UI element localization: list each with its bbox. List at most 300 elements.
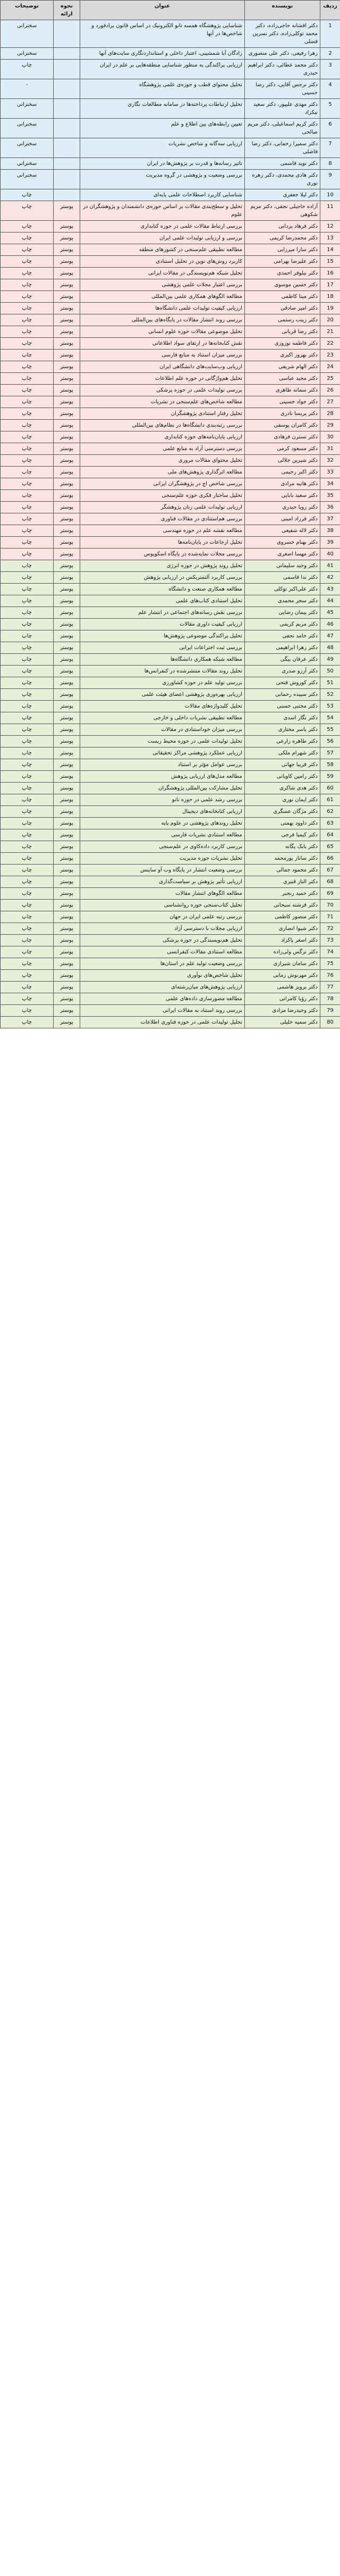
cell-notes: چاپ — [1, 478, 54, 490]
cell-notes: چاپ — [1, 361, 54, 373]
cell-title: تحلیل هم‌نویسندگی در حوزه پزشکی — [80, 935, 245, 946]
cell-notes: چاپ — [1, 221, 54, 232]
cell-authors: دکتر رویا حیدری — [245, 502, 320, 513]
cell-notes: چاپ — [1, 584, 54, 595]
cell-notes: سخنرانی — [1, 119, 54, 138]
table-row — [1, 189, 340, 201]
cell-authors: دکتر پرویز هاشمی — [245, 982, 320, 993]
table-row — [1, 689, 340, 701]
table-row — [1, 79, 340, 99]
cell-notes: چاپ — [1, 677, 54, 689]
cell-presentation-type: پوستر — [54, 595, 80, 607]
cell-title: تحلیل استنادی کتاب‌های علمی — [80, 595, 245, 607]
table-row — [1, 654, 340, 666]
papers-table — [0, 0, 340, 1028]
cell-presentation-type: پوستر — [54, 279, 80, 291]
cell-title: تحلیل روند پژوهش در حوزه انرژی — [80, 560, 245, 572]
table-row — [1, 560, 340, 572]
table-row — [1, 221, 340, 232]
header-title: عنوان — [80, 1, 245, 20]
cell-authors: دکتر نرجس آقایی، دکتر رضا حسینی — [245, 79, 320, 99]
cell-presentation-type — [54, 48, 80, 60]
cell-row-number: 76 — [320, 970, 340, 982]
table-row — [1, 888, 340, 900]
cell-authors: دکتر حمید رنجبر — [245, 888, 320, 900]
cell-authors: دکتر مسعود کرمی — [245, 443, 320, 455]
cell-presentation-type — [54, 189, 80, 201]
cell-presentation-type: پوستر — [54, 537, 80, 549]
cell-title: تعیین رابطه‌های بین اطلاع و علم — [80, 119, 245, 138]
table-row — [1, 513, 340, 525]
cell-authors: دکتر عرفان بیگی — [245, 654, 320, 666]
cell-row-number: 52 — [320, 689, 340, 701]
cell-notes: چاپ — [1, 911, 54, 923]
cell-authors: دکتر کوروش فتحی — [245, 677, 320, 689]
cell-presentation-type: پوستر — [54, 724, 80, 736]
table-row — [1, 1005, 340, 1017]
cell-title: مطالعه استنادی نشریات فارسی — [80, 829, 245, 841]
cell-title: بررسی نقش رسانه‌های اجتماعی در انتشار علم — [80, 607, 245, 619]
cell-presentation-type: پوستر — [54, 654, 80, 666]
cell-row-number: 44 — [320, 595, 340, 607]
cell-presentation-type: پوستر — [54, 642, 80, 654]
cell-title: تحلیل کتاب‌سنجی حوزه روانشناسی — [80, 900, 245, 911]
cell-presentation-type: پوستر — [54, 806, 80, 818]
cell-authors: دکتر نسترن فرهادی — [245, 431, 320, 443]
table-row — [1, 478, 340, 490]
cell-notes: چاپ — [1, 1005, 54, 1017]
cell-authors: دکتر بابک یگانه — [245, 841, 320, 853]
cell-authors: دکتر فرهاد یزدانی — [245, 221, 320, 232]
cell-row-number: 75 — [320, 958, 340, 970]
cell-notes: چاپ — [1, 338, 54, 350]
cell-row-number: 50 — [320, 666, 340, 677]
cell-authors: دکتر فاطمه نوروزی — [245, 338, 320, 350]
cell-notes: سخنرانی — [1, 138, 54, 158]
table-row — [1, 829, 340, 841]
cell-presentation-type: پوستر — [54, 268, 80, 279]
cell-presentation-type: پوستر — [54, 478, 80, 490]
cell-row-number: 74 — [320, 946, 340, 958]
cell-title: ارزیابی تولیدات علمی زنان پژوهشگر — [80, 502, 245, 513]
cell-notes: چاپ — [1, 396, 54, 408]
cell-notes: چاپ — [1, 783, 54, 794]
cell-notes: چاپ — [1, 865, 54, 876]
cell-presentation-type: پوستر — [54, 771, 80, 783]
cell-row-number: 22 — [320, 338, 340, 350]
cell-authors: دکتر رضا قربانی — [245, 326, 320, 338]
cell-row-number: 4 — [320, 79, 340, 99]
table-row — [1, 900, 340, 911]
cell-notes: چاپ — [1, 701, 54, 712]
cell-row-number: 26 — [320, 385, 340, 396]
cell-presentation-type: پوستر — [54, 443, 80, 455]
table-row — [1, 677, 340, 689]
cell-row-number: 42 — [320, 572, 340, 584]
cell-row-number: 57 — [320, 747, 340, 759]
cell-authors: دکتر لاله شفیعی — [245, 525, 320, 537]
cell-notes: چاپ — [1, 513, 54, 525]
header-row-number: ردیف — [320, 1, 340, 20]
cell-notes: چاپ — [1, 490, 54, 502]
cell-title: بررسی ارتباط مقالات علمی در حوزه کتابداری — [80, 221, 245, 232]
cell-authors: دکتر کیمیا فرجی — [245, 829, 320, 841]
table-row — [1, 502, 340, 513]
cell-presentation-type: پوستر — [54, 385, 80, 396]
cell-row-number: 7 — [320, 138, 340, 158]
cell-title: بررسی وضعیت تولید علم در استان‌ها — [80, 958, 245, 970]
table-row — [1, 794, 340, 806]
cell-title: تحلیل ساختار فکری حوزه علم‌سنجی — [80, 490, 245, 502]
cell-notes: چاپ — [1, 502, 54, 513]
table-row — [1, 736, 340, 747]
cell-authors: دکتر علیرضا بهرامی — [245, 256, 320, 268]
table-body — [1, 20, 340, 1028]
cell-notes: چاپ — [1, 689, 54, 701]
cell-notes: سخنرانی — [1, 20, 54, 48]
table-row — [1, 876, 340, 888]
cell-authors: دکتر محمود جمالی — [245, 865, 320, 876]
cell-row-number: 59 — [320, 771, 340, 783]
cell-authors: دکتر نوید قاسمی — [245, 158, 320, 170]
cell-presentation-type: پوستر — [54, 1005, 80, 1017]
table-row — [1, 138, 340, 158]
cell-row-number: 24 — [320, 361, 340, 373]
cell-title: ارزیابی پژوهش‌های میان‌رشته‌ای — [80, 982, 245, 993]
table-row — [1, 48, 340, 60]
cell-row-number: 78 — [320, 993, 340, 1005]
cell-presentation-type: پوستر — [54, 876, 80, 888]
cell-presentation-type: پوستر — [54, 677, 80, 689]
cell-notes: چاپ — [1, 923, 54, 935]
cell-row-number: 31 — [320, 443, 340, 455]
cell-row-number: 1 — [320, 20, 340, 48]
cell-row-number: 63 — [320, 818, 340, 829]
table-row — [1, 244, 340, 256]
cell-row-number: 73 — [320, 935, 340, 946]
cell-authors: دکتر اکبر رحیمی — [245, 467, 320, 478]
cell-presentation-type: پوستر — [54, 701, 80, 712]
header-notes: توضیحات — [1, 1, 54, 20]
cell-notes: چاپ — [1, 724, 54, 736]
cell-title: تحلیل شبکه هم‌نویسندگی در مقالات ایرانی — [80, 268, 245, 279]
cell-authors: دکتر نرگس ولی‌زاده — [245, 946, 320, 958]
cell-presentation-type: پوستر — [54, 853, 80, 865]
cell-authors: دکتر الهام شریفی — [245, 361, 320, 373]
cell-title: مطالعه تطبیقی نشریات داخلی و خارجی — [80, 712, 245, 724]
cell-row-number: 36 — [320, 502, 340, 513]
cell-row-number: 43 — [320, 584, 340, 595]
cell-presentation-type: پوستر — [54, 291, 80, 303]
table-row — [1, 911, 340, 923]
cell-presentation-type: پوستر — [54, 420, 80, 431]
cell-title: کاربرد روش‌های نوین در تحلیل استنادی — [80, 256, 245, 268]
cell-notes: سخنرانی — [1, 48, 54, 60]
cell-title: تحلیل کلیدواژه‌های مقالات — [80, 701, 245, 712]
cell-row-number: 68 — [320, 876, 340, 888]
cell-presentation-type: پوستر — [54, 982, 80, 993]
table-row — [1, 853, 340, 865]
cell-notes: چاپ — [1, 303, 54, 314]
cell-title: مطالعه تطبیقی علم‌سنجی در کشورهای منطقه — [80, 244, 245, 256]
cell-title: بررسی وضعیت و پژوهشی در گروه مدیریت — [80, 170, 245, 189]
cell-title: بررسی دسترسی آزاد به منابع علمی — [80, 443, 245, 455]
cell-authors: دکتر نیلوفر احمدی — [245, 268, 320, 279]
cell-title: بررسی کاربرد داده‌کاوی در علم‌سنجی — [80, 841, 245, 853]
cell-authors: دکتر ایمان نوری — [245, 794, 320, 806]
cell-authors: دکتر زهرا ابراهیمی — [245, 642, 320, 654]
cell-presentation-type: پوستر — [54, 712, 80, 724]
cell-notes: چاپ — [1, 467, 54, 478]
cell-authors: دکتر هانیه مرادی — [245, 478, 320, 490]
table-row — [1, 537, 340, 549]
cell-row-number: 61 — [320, 794, 340, 806]
cell-row-number: 66 — [320, 853, 340, 865]
cell-presentation-type: پوستر — [54, 326, 80, 338]
cell-presentation-type: پوستر — [54, 911, 80, 923]
cell-notes: چاپ — [1, 537, 54, 549]
table-row — [1, 279, 340, 291]
cell-row-number: 15 — [320, 256, 340, 268]
cell-title: تحلیل محتوای قطب و حوزه‌ی علمی پژوهشگاه — [80, 79, 245, 99]
cell-presentation-type: پوستر — [54, 244, 80, 256]
cell-row-number: 55 — [320, 724, 340, 736]
cell-title: بررسی هم‌استنادی در مقالات فناوری — [80, 513, 245, 525]
cell-authors: دکتر وحید سلیمانی — [245, 560, 320, 572]
cell-title: ارزیابی مجلات با دسترسی آزاد — [80, 923, 245, 935]
cell-row-number: 70 — [320, 900, 340, 911]
cell-presentation-type — [54, 138, 80, 158]
table-header-row — [1, 1, 340, 20]
cell-row-number: 20 — [320, 314, 340, 326]
cell-title: بررسی روند استناد به مقالات ایرانی — [80, 1005, 245, 1017]
cell-presentation-type: پوستر — [54, 619, 80, 630]
header-authors: نویسنده — [245, 1, 320, 20]
cell-notes: چاپ — [1, 771, 54, 783]
cell-presentation-type: پوستر — [54, 455, 80, 467]
table-row — [1, 724, 340, 736]
cell-notes: چاپ — [1, 560, 54, 572]
cell-row-number: 77 — [320, 982, 340, 993]
table-row — [1, 818, 340, 829]
cell-row-number: 2 — [320, 48, 340, 60]
table-row — [1, 443, 340, 455]
table-row — [1, 396, 340, 408]
table-row — [1, 572, 340, 584]
cell-authors: دکتر محمدرضا کریمی — [245, 232, 320, 244]
cell-row-number: 40 — [320, 549, 340, 560]
table-row — [1, 455, 340, 467]
cell-title: ارزیابی پایان‌نامه‌های حوزه کتابداری — [80, 431, 245, 443]
table-row — [1, 595, 340, 607]
cell-presentation-type: پوستر — [54, 841, 80, 853]
cell-notes: چاپ — [1, 747, 54, 759]
cell-presentation-type: پوستر — [54, 431, 80, 443]
cell-authors: دکتر آرزو صدری — [245, 666, 320, 677]
cell-presentation-type: پوستر — [54, 958, 80, 970]
cell-title: مطالعه الگوهای انتشار مقالات — [80, 888, 245, 900]
cell-presentation-type: پوستر — [54, 794, 80, 806]
cell-title: ارزیابی عملکرد پژوهشی مراکز تحقیقاتی — [80, 747, 245, 759]
cell-title: بررسی ثبت اختراعات ایرانی — [80, 642, 245, 654]
cell-notes: چاپ — [1, 888, 54, 900]
cell-presentation-type: پوستر — [54, 747, 80, 759]
cell-title: تحلیل تولیدات علمی در حوزه محیط زیست — [80, 736, 245, 747]
table-row — [1, 935, 340, 946]
cell-row-number: 64 — [320, 829, 340, 841]
table-row — [1, 467, 340, 478]
cell-authors: دکتر سعید بابایی — [245, 490, 320, 502]
cell-title: مطالعه همکاری صنعت و دانشگاه — [80, 584, 245, 595]
cell-authors: دکتر مهرنوش زمانی — [245, 970, 320, 982]
cell-presentation-type: پوستر — [54, 783, 80, 794]
cell-presentation-type: پوستر — [54, 736, 80, 747]
cell-row-number: 48 — [320, 642, 340, 654]
cell-notes: چاپ — [1, 443, 54, 455]
cell-authors: دکتر سپیده رحمانی — [245, 689, 320, 701]
cell-title: ارزیابی پراکندگی به منظور شناسایی منطقه‌هایی بر علم در ایران — [80, 60, 245, 79]
table-row — [1, 60, 340, 79]
cell-row-number: 10 — [320, 189, 340, 201]
cell-notes: چاپ — [1, 982, 54, 993]
header-presentation-type: نحوه ارائه — [54, 1, 80, 20]
table-row — [1, 759, 340, 771]
cell-title: مطالعه اثرگذاری پژوهش‌های ملی — [80, 467, 245, 478]
cell-row-number: 33 — [320, 467, 340, 478]
cell-authors: دکتر کریم اسماعیلی، دکتر مریم صالحی — [245, 119, 320, 138]
cell-row-number: 38 — [320, 525, 340, 537]
cell-notes: چاپ — [1, 314, 54, 326]
cell-title: بررسی شاخص اچ در پژوهشگران ایرانی — [80, 478, 245, 490]
cell-notes: چاپ — [1, 408, 54, 420]
cell-notes: چاپ — [1, 829, 54, 841]
cell-authors: دکتر سمانه طاهری — [245, 385, 320, 396]
cell-presentation-type: پوستر — [54, 818, 80, 829]
cell-notes: چاپ — [1, 958, 54, 970]
cell-notes: چاپ — [1, 654, 54, 666]
cell-authors: دکتر نگار اسدی — [245, 712, 320, 724]
cell-presentation-type: پوستر — [54, 490, 80, 502]
cell-row-number: 25 — [320, 373, 340, 385]
cell-presentation-type: پوستر — [54, 560, 80, 572]
cell-title: ارزیابی کیفیت داوری مقالات — [80, 619, 245, 630]
cell-authors: دکتر پیمان رضایی — [245, 607, 320, 619]
cell-authors: دکتر محمد عطائی، دکتر ابراهیم حیدری — [245, 60, 320, 79]
cell-authors: دکتر وحیدرضا مرادی — [245, 1005, 320, 1017]
cell-row-number: 45 — [320, 607, 340, 619]
cell-presentation-type — [54, 20, 80, 48]
cell-title: نقش کتابخانه‌ها در ارتقای سواد اطلاعاتی — [80, 338, 245, 350]
cell-title: بررسی میزان خوداستنادی در مقالات — [80, 724, 245, 736]
cell-title: بررسی رتبه علمی ایران در جهان — [80, 911, 245, 923]
cell-title: مطالعه شاخص‌های علم‌سنجی در نشریات — [80, 396, 245, 408]
cell-authors: دکتر کامران یوسفی — [245, 420, 320, 431]
cell-row-number: 56 — [320, 736, 340, 747]
cell-authors: دکتر بهروز اکبری — [245, 350, 320, 361]
cell-title: مطالعه شبکه همکاری دانشگاه‌ها — [80, 654, 245, 666]
cell-title: بررسی عوامل مؤثر بر استناد — [80, 759, 245, 771]
cell-notes: چاپ — [1, 759, 54, 771]
cell-row-number: 72 — [320, 923, 340, 935]
cell-presentation-type: پوستر — [54, 232, 80, 244]
cell-title: بررسی رتبه‌بندی دانشگاه‌ها در نظام‌های بین‌المللی — [80, 420, 245, 431]
cell-presentation-type — [54, 99, 80, 119]
cell-presentation-type: پوستر — [54, 572, 80, 584]
cell-title: تحلیل موضوعی مقالات حوزه علوم انسانی — [80, 326, 245, 338]
cell-authors: دکتر الناز قنبری — [245, 876, 320, 888]
cell-notes: چاپ — [1, 431, 54, 443]
table-row — [1, 408, 340, 420]
cell-row-number: 80 — [320, 1017, 340, 1028]
cell-authors: دکتر فریبا جهانی — [245, 759, 320, 771]
cell-row-number: 11 — [320, 201, 340, 221]
cell-notes: چاپ — [1, 853, 54, 865]
table-row — [1, 291, 340, 303]
cell-row-number: 9 — [320, 170, 340, 189]
cell-notes: چاپ — [1, 794, 54, 806]
cell-notes: چاپ — [1, 232, 54, 244]
cell-authors: دکتر هدی شاکری — [245, 783, 320, 794]
cell-notes: چاپ — [1, 736, 54, 747]
table-row — [1, 865, 340, 876]
cell-notes: چاپ — [1, 291, 54, 303]
cell-title: تحلیل روندهای پژوهشی در علوم پایه — [80, 818, 245, 829]
cell-row-number: 16 — [320, 268, 340, 279]
table-row — [1, 256, 340, 268]
cell-row-number: 53 — [320, 701, 340, 712]
cell-presentation-type: پوستر — [54, 1017, 80, 1028]
cell-row-number: 37 — [320, 513, 340, 525]
cell-notes: چاپ — [1, 595, 54, 607]
cell-row-number: 28 — [320, 408, 340, 420]
cell-notes: چاپ — [1, 268, 54, 279]
cell-row-number: 35 — [320, 490, 340, 502]
cell-presentation-type: پوستر — [54, 970, 80, 982]
cell-authors: دکتر سامان شیرازی — [245, 958, 320, 970]
cell-authors: دکتر اصغر پاکزاد — [245, 935, 320, 946]
cell-title: بررسی مجلات نمایه‌شده در پایگاه اسکوپوس — [80, 549, 245, 560]
cell-row-number: 8 — [320, 158, 340, 170]
cell-notes: چاپ — [1, 572, 54, 584]
cell-authors: دکتر مهدی علیپور، دکتر سعید نیکزاد — [245, 99, 320, 119]
cell-title: بررسی میزان استناد به منابع فارسی — [80, 350, 245, 361]
cell-presentation-type: پوستر — [54, 584, 80, 595]
cell-title: بررسی تولیدات علمی در حوزه پزشکی — [80, 385, 245, 396]
cell-presentation-type — [54, 158, 80, 170]
cell-row-number: 30 — [320, 431, 340, 443]
cell-authors: دکتر سارا میرزایی — [245, 244, 320, 256]
cell-notes: چاپ — [1, 549, 54, 560]
cell-presentation-type: پوستر — [54, 502, 80, 513]
table-row — [1, 20, 340, 48]
cell-row-number: 32 — [320, 455, 340, 467]
table-row — [1, 982, 340, 993]
cell-authors: دکتر شیوا انصاری — [245, 923, 320, 935]
table-row — [1, 490, 340, 502]
cell-title: بررسی اعتبار مجلات علمی پژوهشی — [80, 279, 245, 291]
cell-presentation-type: پوستر — [54, 993, 80, 1005]
cell-row-number: 65 — [320, 841, 340, 853]
cell-title: ارزیابی وب‌سایت‌های دانشگاهی ایران — [80, 361, 245, 373]
table-row — [1, 232, 340, 244]
cell-presentation-type — [54, 119, 80, 138]
cell-notes: چاپ — [1, 841, 54, 853]
cell-title: بررسی روند انتشار مقالات در پایگاه‌های بین‌المللی — [80, 314, 245, 326]
cell-notes: چاپ — [1, 1017, 54, 1028]
cell-presentation-type — [54, 60, 80, 79]
cell-row-number: 46 — [320, 619, 340, 630]
cell-presentation-type: پوستر — [54, 689, 80, 701]
